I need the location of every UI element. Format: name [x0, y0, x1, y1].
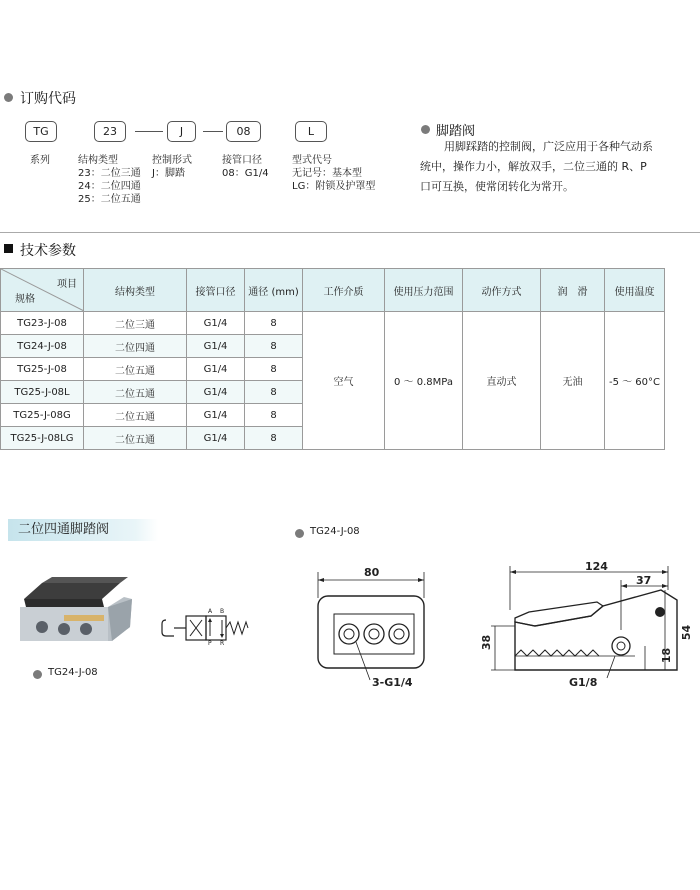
structure-title: 结构类型	[78, 155, 118, 166]
row-spec: TG25-J-08	[1, 358, 84, 381]
control-line-j: J：脚踏	[152, 168, 185, 179]
structure-line-23: 23：二位三通	[78, 168, 141, 179]
row-bore: 8	[245, 404, 303, 427]
order-code-heading: 订购代码	[20, 91, 76, 107]
order-code-bullet	[4, 93, 13, 102]
col-action: 动作方式	[463, 269, 541, 312]
dim-width-top: 80	[364, 566, 380, 579]
row-port: G1/4	[187, 335, 245, 358]
dim-side-port: G1/8	[569, 676, 598, 689]
row-type: 二位三通	[84, 312, 187, 335]
row-type: 二位五通	[84, 404, 187, 427]
row-port: G1/4	[187, 404, 245, 427]
model-legend	[292, 154, 375, 193]
tech-square-bullet	[4, 244, 13, 253]
spec-diagonal-header	[1, 269, 84, 312]
row-spec: TG25-J-08LG	[1, 427, 84, 450]
foot-valve-line-3: 口可互换，使常闭转化为常开。	[420, 180, 574, 193]
product-section-title: 二位四通脚踏阀	[8, 519, 158, 541]
model-line-lg: LG：附锁及护罩型	[292, 181, 376, 192]
row-spec: TG24-J-08	[1, 335, 84, 358]
row-type: 二位五通	[84, 358, 187, 381]
symbol-label-r: R	[220, 640, 225, 647]
symbol-label-b: B	[220, 608, 225, 615]
foot-valve-line-1: 用脚踩踏的控制阀，广泛应用于各种气动系	[444, 140, 653, 153]
row-port: G1/4	[187, 358, 245, 381]
col-pressure: 使用压力范围	[385, 269, 463, 312]
symbol-label-p: P	[208, 640, 212, 647]
symbol-label-a: A	[208, 608, 213, 615]
foot-valve-heading: 脚踏阀	[436, 124, 476, 139]
code-box-structure: 23	[94, 121, 126, 142]
col-structure: 结构类型	[84, 269, 187, 312]
col-medium: 工作介质	[303, 269, 385, 312]
code-box-port: 08	[226, 121, 261, 142]
dim-length: 124	[585, 560, 608, 573]
row-bore: 8	[245, 381, 303, 404]
tech-heading: 技术参数	[20, 243, 76, 259]
row-type: 二位五通	[84, 427, 187, 450]
col-bore: 通径 (mm)	[245, 269, 303, 312]
product-photo-icon	[12, 577, 137, 647]
drawing-caption-bullet	[295, 529, 304, 538]
row-bore: 8	[245, 427, 303, 450]
foot-valve-line-2: 统中，操作力小，解放双手，二位三通的 R、P	[420, 160, 647, 173]
code-box-model: L	[295, 121, 327, 142]
table-row	[1, 312, 665, 335]
port-line-08: 08：G1/4	[222, 168, 269, 179]
photo-caption-bullet	[33, 670, 42, 679]
structure-line-25: 25：二位五通	[78, 194, 141, 205]
code-box-series: TG	[25, 121, 57, 142]
row-port: G1/4	[187, 381, 245, 404]
header-spec: 规格	[15, 294, 35, 305]
drawing-caption: TG24-J-08	[310, 526, 360, 537]
row-bore: 8	[245, 335, 303, 358]
port-legend	[222, 154, 269, 180]
col-temp: 使用温度	[605, 269, 665, 312]
code-dash-1	[135, 131, 163, 132]
dim-height-right: 54	[680, 624, 694, 641]
spec-table	[0, 268, 665, 450]
row-port: G1/4	[187, 427, 245, 450]
port-title: 接管口径	[222, 155, 262, 166]
cell-action: 直动式	[463, 312, 541, 450]
model-line-basic: 无记号：基本型	[292, 168, 362, 179]
dim-port-height: 18	[660, 647, 674, 664]
row-type: 二位五通	[84, 381, 187, 404]
row-type: 二位四通	[84, 335, 187, 358]
model-title: 型式代号	[292, 155, 332, 166]
row-bore: 8	[245, 358, 303, 381]
control-title: 控制形式	[152, 155, 192, 166]
section-divider	[0, 232, 700, 233]
foot-valve-bullet	[421, 125, 430, 134]
photo-caption: TG24-J-08	[48, 667, 98, 678]
structure-legend	[78, 154, 141, 206]
cell-temp: -5 ～ 60°C	[605, 312, 665, 450]
control-legend	[152, 154, 192, 180]
dim-offset: 37	[636, 574, 652, 587]
cell-medium: 空气	[303, 312, 385, 450]
foot-valve-description	[420, 137, 680, 197]
code-box-control: J	[167, 121, 196, 142]
row-spec: TG23-J-08	[1, 312, 84, 335]
row-bore: 8	[245, 312, 303, 335]
row-port: G1/4	[187, 312, 245, 335]
header-item: 项目	[57, 279, 77, 290]
col-port: 接管口径	[187, 269, 245, 312]
cell-lube: 无油	[541, 312, 605, 450]
dim-ports: 3-G1/4	[372, 676, 413, 689]
cell-pressure: 0 ～ 0.8MPa	[385, 312, 463, 450]
structure-line-24: 24：二位四通	[78, 181, 141, 192]
col-lube: 润 滑	[541, 269, 605, 312]
spec-header-row	[1, 269, 665, 312]
row-spec: TG25-J-08G	[1, 404, 84, 427]
row-spec: TG25-J-08L	[1, 381, 84, 404]
dim-height-left: 38	[480, 634, 494, 651]
code-dash-2	[203, 131, 223, 132]
series-label: 系列	[30, 155, 50, 166]
